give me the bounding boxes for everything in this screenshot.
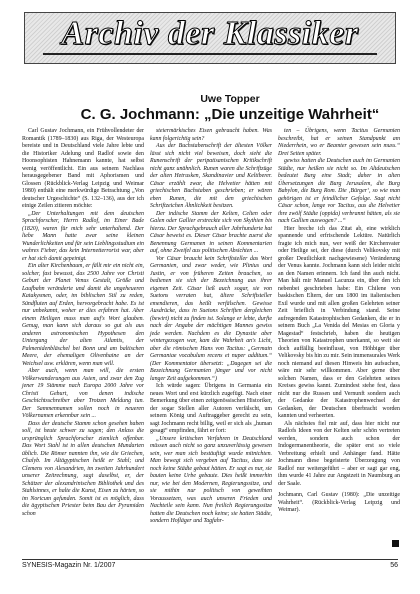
paragraph: Carl Gustav Jochmann, ein Frühvollendeter der Romantik (1789–1830) aus Riga, der Westeuropa bereiste und in Deutschland viele Jahre lebte und die Historiker Adelung und Radlof sowie den Hoonsophisten Hahnemann kannte, hat selbst wenig veröffentlicht. Ein aus seinem Nachlass herausgegebener Band mit Aphorismen und Glossen (Rückblick-Verlag Leipzig und Weimar 1980) enthält eine merkwürdige Betrachtung „Von deutscher Urgeschichte“ (S. 132–136), aus der ich einige Zeilen zitieren möchte: (22, 128, 144, 209)
paragraph: Aber auch, wenn man will, die ersten Völkerwanderungen aus Asien, und zwar den Zug jener 19 Stämme nach Europa 2000 Jahre vor Christi Geburt, von denen indische Geschichtsschreiber aber Trotzen Meldung tun. Der Sammennamen sollen noch in neueren Völkernamen erkennbar sein ... (22, 368, 144, 419)
paragraph: Als nächstes fiel mir auf, dass hier nicht nur Radlofs Ideen von der Kelten sehr schön vertreten werden, sondern auch schon der Indogermanentheorie, die später erst so viele Verbreitung erhielt und Anhänger fand. Hätte Jochmann diese begeisterte Überzeugung von Radlof nur weitergeführt – aber er sagt gar eng, ihm wurde 41 Jahre zur Angstzeit in Naumburg an der Saale. (278, 420, 400, 487)
paragraph: gewiss hatten die Deutschen auch im Germanien Städte, nur heißen sie nicht so. Im Altdeutschen bedeutet Burg eine Stadt; daher in alten Übersetzungen die Burg Jerusalem, die Burg Babylon, die Burg Rom. Die ‚Bürger‘, so wie man gehörigen ist er feindlicher Gefolge. Sagt nicht Cäsar schon, lange vor Tacitus, aus die Helvetier ihre zwölf Städte (oppida) verbrannt hätten, als sie nach Gallien auswogen? ...“ (278, 158, 400, 224)
article-title: C. G. Jochmann: „Die unzeitige Wahrheit“ (80, 106, 380, 123)
paragraph: ten – Übrigens, wenn Tacitus Germanien beschreibt, hat er seinen Standpunkt am Niederrhein, wo er Beamter gewesen sein muss.“ Drei Seiten später. (278, 128, 400, 157)
page-number: 56 (390, 562, 398, 569)
text-column-3 (278, 128, 400, 515)
reference: Jochmann, Carl Gustav (1980): „Die unzeitige Wahrheit“. (Rückblick-Verlag Leipzig und Weimar). (278, 492, 400, 513)
paragraph: „Der Unterhaltungen mit dem deutschen Sprachforscher, Herrn Radlof, im Einer Bade (1820), waren für mich sehr unterhaltend. Der liebe Mann hatte zwar seine kleinen Wunderlichkeiten und für sein Lieblingsstudium ein wahres Fieber, das kein Internetterrorist war, aber er hat sich damit gepeinigt. (22, 210, 144, 262)
paragraph: Aus der Buchstabenschrift der ältesten Völker lässt sich nicht viel beweisen, doch sieht die Runenschrift der peripatisanischen Kritikschrift nicht ganz unähnlich. Runen waren die Schriftzüge der alten Hetrusken, Skandinavier und Keltiberer. Cäsar erzählt zwar, die Helvetier hätten mit griechischen Buchstaben geschrieben; er wären eben Runen, die mit den griechischen Schriftzeichen Ähnlichkeit besitzen. (150, 143, 272, 209)
header-title: Archiv der Klassiker (61, 15, 359, 52)
paragraph: Hier breche ich das Zitat ab, eine wirklich spannende und erfrischende Lektüre. Natürlich fragte ich mich nun, wer weiß der Kirchenvater oder Heilige sei, der diese (durch Velikovsky mit großer Deutlichkeit nachgewiesene) Veränderung der Venus kannte. Jochmann kann sich leider nicht an den Namen erinnern. Ich fand ihn auch nicht. Man hält mir Manuel Lacunza ein, über den ich nebenbei geschrieben habe: Ein Chilene von baskischen Eltern, der um 1800 im italienischen Exil wurde und mit allen großen Gelehrten seiner Zeit brieflich in Verbindung stand. Seine aufregenden Katastrophischen Gedanken, die er in seinem Buch „La Venida del Mesias en Gloria y Magestad“ festschrieb, haben die heutigen Theorien von Katastrophen unerkannt, so weit sie doch auffällig beeinflusst, von Höhbiger über Velikovsky bis hin zu mir. Sein immensurales Werk noch niemand auf diesen Hinweis hin aufsuchen, wäre mir sehr willkommen. Aber gerne über solchen Namen, dass er den Gelehrten seines Kreises gewiss kannt. Zumindest stehe fest, dass nicht nur die Russen und Vernunft sondern auch der Gedanke der Katastrophenwechsel der Gedanken, der Deutschen überbracht worden kannten und verheerten. (278, 225, 400, 419)
text-column-1 (22, 128, 144, 518)
paragraph: steiermärkisches Eisen gebraucht haben. Was kann folgerichtig sein? (150, 128, 272, 142)
footer-publication: SYNESIS-Magazin Nr. 1/2007 (22, 562, 116, 569)
article-author: Uwe Topper (200, 93, 260, 105)
paragraph: Ich würde sagen: Übrigens in Germania ein neues Wort und erst kürzlich zugefügt. Nach einer Bemerkung über einen zeitgenössischen Historiker, der sogar Stellen aller Autoren verfälscht, um seinem König und Auftraggeber gerecht zu sein, sagt Jochmann recht billig, weil er sich als „human gesagt“ empfinden, fährt er fort: (150, 383, 272, 434)
paragraph: Dass der deutsche Stamm schon gesehen haben soll, ist heute schwer zu sagen; den Anlass die ursprünglich Sprachforscher ziemlich offenbar. Das Wort Stahl ist in allen deutschen Mundarten üblich. Die Römer nannten ihn, wie die Griechen, Chalyb. Im Altägyptischen heißt er Stahl; und Clemens von Alexandrien, im zweiten Jahrhundert unserer Zeitrechnung, sagt daselbst, er, der Schätzer der alexandrinischen Bibliothek und des Stahlsinnes, er halte die Kunst, Eisen zu härten, so im Noricum gefunden. Somit ist es möglich, dass die ägyptischen Priester beim Bau der Pyramiden schon (22, 420, 144, 517)
paragraph: Der indische Stamm der Kelten, Celten oder Galen oder Gallier erstreckte sich von Skythien bis hierzu. Der Sprachgebrauch aller Jahrhunderte hat Cäsar beweist es. Dieser Cäsar brachte zuerst die Benennung Germanen in seinen Kommentarien auf, ohne Zweifel aus politischen Absichten ... (150, 210, 272, 254)
paragraph: Ein alter Kirchenbaum, er fällt mir ein nicht ein, solcher, fast bewusst, das 2500 Jahre vor Christi Geburt der Planet Venus Gestalt, Größe und Laufbahn veränderte und damit die ungeheueren Katakysmen, oder, im biblischen Stil zu reden, Sündfluten auf Erden, hervorgebracht habe. Es ist nur unbekannt, woher er dies erfahren hat. Aber einem Heiligen muss man auf's Wort glauben. Genug, man kann sich daraus so gut als aus anderen astronomischen Hypothesen den Untergang der alten Atlantis, der Palmenidenbläschel bei Bonn und am baltischen Meere, der ehemaligen Olivenhaine an der Weichsel usw. erklären, wenn man will. (22, 263, 144, 367)
paragraph: „Unsere kritischen Verfahren in Deutschland müssen auch nicht so ganz unzuverlässig gewesen sein, wer man sich bestäuftigt wurde mitnichten. Man bewegt sich vergeben auf Tacitus, dass sie noch keine Städte gebaut hätten. Er sagt es nur, sie bauten keine Urbe gebaute. Dies heißt immerhin nur, wie bei den Modernen, Regierungssitze, und sie mithin nur politisch von geweihten Voraussetzen, was auch unseren Frieden und Nachteile sein kann. Nun freilich Regierungssitze hatten die Deutschen noch keine; sie hatten Städte, sondern Hofläger und Tagfahr- (150, 435, 272, 524)
page-footer (22, 559, 398, 569)
text-column-2 (150, 128, 272, 526)
header-banner (24, 12, 396, 64)
end-of-article-mark (392, 540, 399, 547)
header-underline (43, 53, 377, 55)
paragraph: Vor Cäsar braucht kein Schriftsteller das Wort Germanien, und zwar weder, wie Plinius und Justin, er von früheren Zeiten brauchen, so bedienen sie sich der Bezeichnung aus ihrer eigenen Zeit. Cäsar ließ auch sogar, sie von Suetons verraten hat, ältere Schriftsteller emendieren, das heißt verfälschen. Gewisse Ausdrücke, dass in Suetons Schriften dergleichen (bewirt) nicht zu finden ist. Solange er lebte, durfte nach der Angabe der mächtigen Mannes gewiss jede werden. Nachdem es die Dynastie aber wintergezogen war, kam die Wahrheit an's Licht, aber die römischen Hans von Tacitus: „Germain Germaniae vocabulum recens et nuper additum.“ (Der Kommentator übersetzt: „Dagegen sei die Bezeichnung Germanien jünger und vor nicht langer Zeit aufgekommen.“) (150, 255, 272, 382)
